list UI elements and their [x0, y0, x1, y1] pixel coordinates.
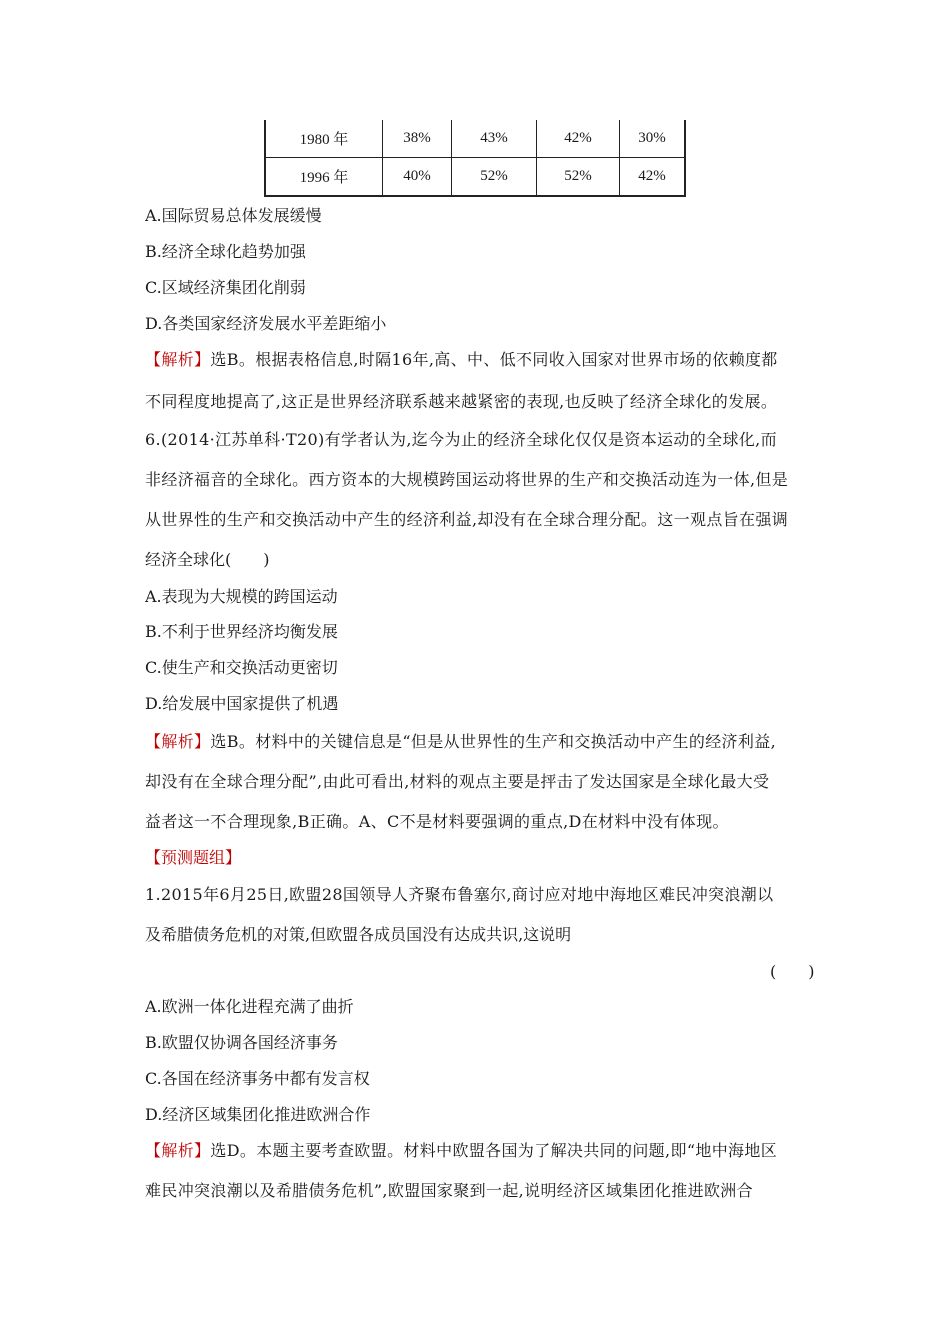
q5-option-a: A.国际贸易总体发展缓慢 [145, 206, 322, 225]
q6-stem-line-2: 非经济福音的全球化。西方资本的大规模跨国运动将世界的生产和交换活动连为一体,但是 [145, 470, 789, 489]
table-row [265, 158, 685, 197]
q6-stem-line-1: 6.(2014·江苏单科·T20)有学者认为,迄今为止的经济全球化仅仅是资本运动的全球化,而 [145, 430, 777, 449]
fq1-option-d: D.经济区域集团化推进欧洲合作 [145, 1105, 371, 1124]
q6-option-a: A.表现为大规模的跨国运动 [145, 587, 338, 606]
analysis-tag: 【解析】 [145, 350, 211, 369]
analysis-text: 选B。材料中的关键信息是“但是从世界性的生产和交换活动中产生的经济利益, [210, 732, 777, 751]
table-cell: 52% [452, 158, 537, 197]
q5-option-d: D.各类国家经济发展水平差距缩小 [145, 314, 387, 333]
table-cell: 52% [537, 158, 620, 197]
fq1-stem-line-1: 1.2015年6月25日,欧盟28国领导人齐聚布鲁塞尔,商讨应对地中海地区难民冲突浪潮以 [145, 885, 774, 904]
table-cell: 40% [383, 158, 452, 197]
table-cell: 30% [620, 120, 686, 158]
analysis-text: 选D。本题主要考查欧盟。材料中欧盟各国为了解决共同的问题,即“地中海地区 [210, 1141, 778, 1160]
forecast-heading: 【预测题组】 [145, 848, 242, 867]
q6-option-d: D.给发展中国家提供了机遇 [145, 694, 339, 713]
q6-analysis-line-1 [145, 732, 815, 752]
fq1-option-a: A.欧洲一体化进程充满了曲折 [145, 997, 354, 1016]
analysis-text: 选B。根据表格信息,时隔16年,高、中、低不同收入国家对世界市场的依赖度都 [210, 350, 778, 369]
table-cell: 1996 年 [265, 158, 383, 197]
q5-option-c: C.区域经济集团化削弱 [145, 278, 306, 297]
table-row [265, 120, 685, 158]
income-dependency-table [264, 120, 686, 197]
fq1-option-c: C.各国在经济事务中都有发言权 [145, 1069, 370, 1088]
table-cell: 42% [620, 158, 686, 197]
table-cell: 1980 年 [265, 120, 383, 158]
table-cell: 38% [383, 120, 452, 158]
analysis-tag: 【解析】 [145, 1141, 211, 1160]
fq1-answer-paren: ( ) [770, 962, 815, 981]
fq1-analysis-line-2: 难民冲突浪潮以及希腊债务危机”,欧盟国家聚到一起,说明经济区域集团化推进欧洲合 [145, 1181, 754, 1200]
q5-analysis-line-2: 不同程度地提高了,这正是世界经济联系越来越紧密的表现,也反映了经济全球化的发展。 [145, 392, 778, 411]
q6-stem-line-3: 从世界性的生产和交换活动中产生的经济利益,却没有在全球合理分配。这一观点旨在强调 [145, 510, 789, 529]
q6-option-c: C.使生产和交换活动更密切 [145, 658, 338, 677]
q6-stem-line-4: 经济全球化( ) [145, 550, 270, 569]
fq1-stem-line-2: 及希腊债务危机的对策,但欧盟各成员国没有达成共识,这说明 [145, 925, 572, 944]
q6-option-b: B.不利于世界经济均衡发展 [145, 622, 338, 641]
q5-analysis-line-1 [145, 350, 815, 370]
table-cell: 42% [537, 120, 620, 158]
table-cell: 43% [452, 120, 537, 158]
q5-option-b: B.经济全球化趋势加强 [145, 242, 306, 261]
fq1-option-b: B.欧盟仅协调各国经济事务 [145, 1033, 338, 1052]
fq1-analysis-line-1 [145, 1141, 815, 1161]
analysis-tag: 【解析】 [145, 732, 211, 751]
q6-analysis-line-2: 却没有在全球合理分配”,由此可看出,材料的观点主要是抨击了发达国家是全球化最大受 [145, 772, 770, 791]
q6-analysis-line-3: 益者这一不合理现象,B正确。A、C不是材料要强调的重点,D在材料中没有体现。 [145, 812, 729, 831]
